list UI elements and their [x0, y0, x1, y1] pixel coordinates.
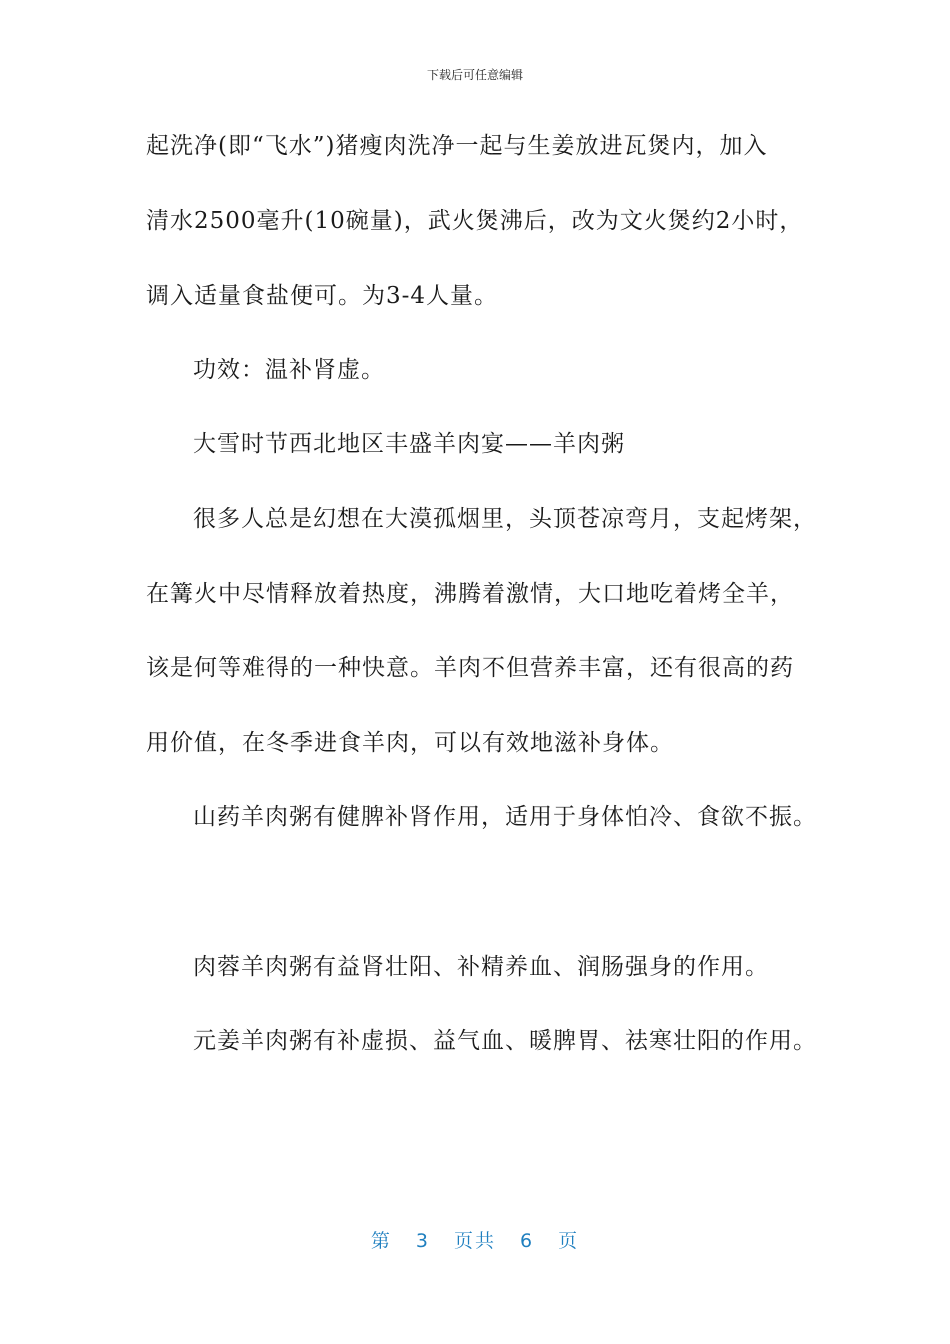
page-middle: 页共	[453, 1230, 496, 1252]
page-suffix: 页	[558, 1230, 580, 1252]
page-total: 6	[520, 1230, 535, 1252]
page-number	[0, 1226, 950, 1253]
body-line-8: 该是何等难得的一种快意。羊肉不但营养丰富，还有很高的药	[146, 655, 794, 681]
body-line-11: 肉蓉羊肉粥有益肾壮阳、补精养血、润肠强身的作用。	[193, 954, 769, 980]
page-current: 3	[415, 1230, 430, 1252]
section-heading: 大雪时节西北地区丰盛羊肉宴——羊肉粥	[193, 431, 625, 457]
body-line-12: 元姜羊肉粥有补虚损、益气血、暖脾胃、祛寒壮阳的作用。	[193, 1028, 817, 1054]
body-line-9: 用价值，在冬季进食羊肉，可以有效地滋补身体。	[146, 730, 674, 756]
page-header: 下载后可任意编辑	[426, 68, 523, 82]
body-line-1: 起洗净(即“飞水”)猪瘦肉洗净一起与生姜放进瓦煲内，加入	[146, 133, 768, 159]
body-line-6: 很多人总是幻想在大漠孤烟里，头顶苍凉弯月，支起烤架，	[193, 506, 817, 532]
body-line-7: 在篝火中尽情释放着热度，沸腾着激情，大口地吃着烤全羊，	[146, 581, 794, 607]
body-line-10: 山药羊肉粥有健脾补肾作用，适用于身体怕冷、食欲不振。	[193, 804, 817, 830]
page-prefix: 第	[370, 1230, 392, 1252]
effect-line: 功效：温补肾虚。	[193, 357, 385, 383]
body-line-3: 调入适量食盐便可。为3-4人量。	[146, 283, 499, 309]
body-line-2: 清水2500毫升(10碗量)，武火煲沸后，改为文火煲约2小时，	[146, 208, 804, 234]
